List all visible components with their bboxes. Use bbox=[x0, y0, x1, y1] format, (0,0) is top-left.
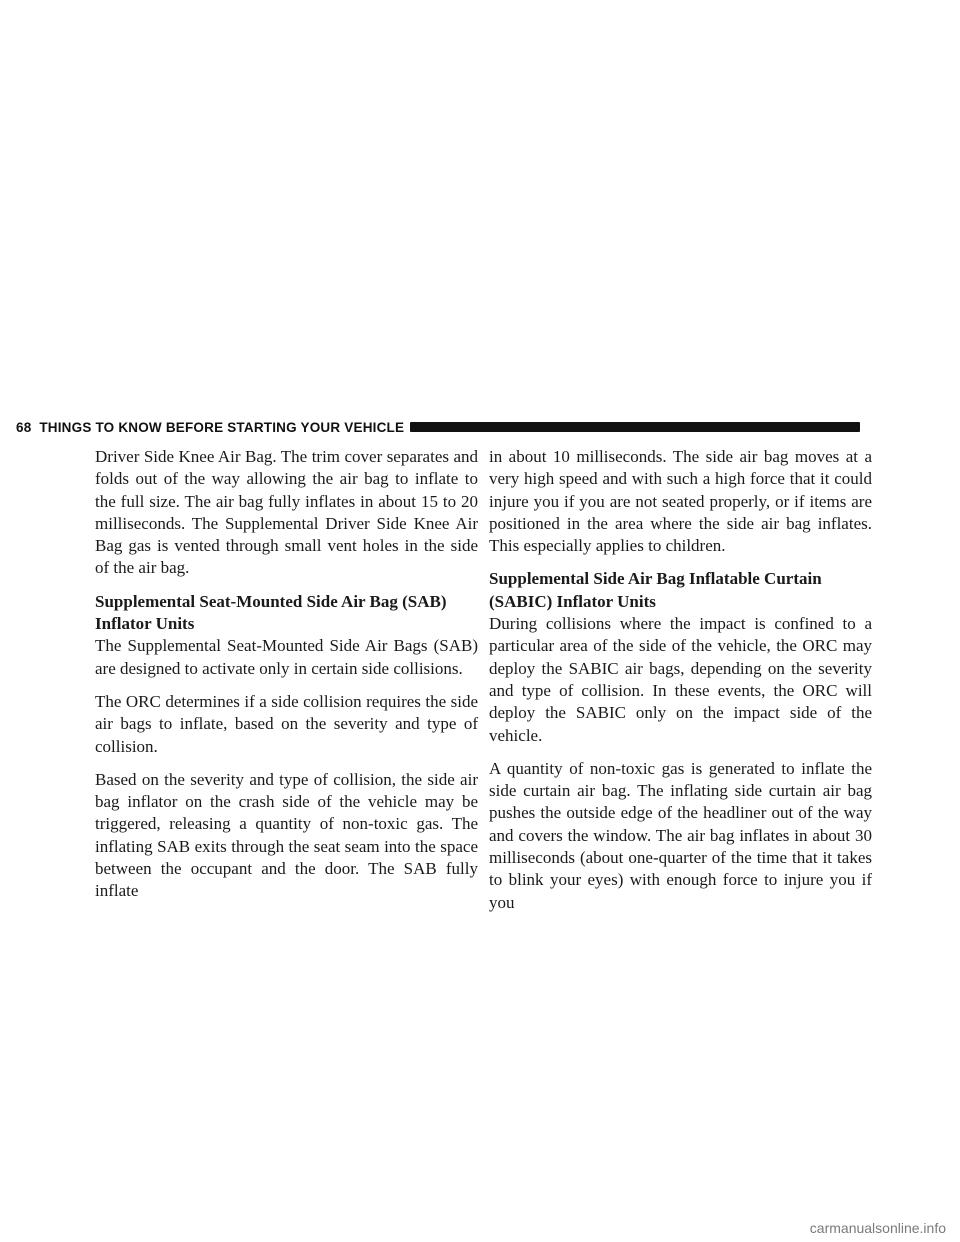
right-paragraph-sab-speed: in about 10 milliseconds. The side air bag moves at a very high speed and with such a high force that it could injure you if you are not seated properly, or if items are positioned in the area where the side air bag inflates. This especially applies to children. bbox=[489, 447, 872, 556]
watermark: carmanualsonline.info bbox=[809, 1220, 946, 1236]
left-paragraph-orc-determines: The ORC determines if a side collision requires the side air bags to inflate, based on the severity and type of collision. bbox=[95, 691, 478, 756]
right-paragraph-sabic-deploy: During collisions where the impact is confined to a particular area of the side of the vehicle, the ORC may deploy the SABIC air bags, depending on the severity and type of collision. In these events, the ORC will deploy the SABIC only on the impact side of the vehicle. bbox=[489, 614, 872, 745]
left-column bbox=[95, 446, 478, 914]
header-text bbox=[16, 420, 404, 435]
left-paragraph-sab-inflation: Based on the severity and type of collision, the side air bag inflator on the crash side of the vehicle may be triggered, releasing a quantity of non-toxic gas. The inflating SAB exits through the seat seam into the space between the occupant and the door. The SAB fully inflate bbox=[95, 769, 478, 901]
header-rule bbox=[410, 422, 860, 432]
heading-sabic-inflator-units: Supplemental Side Air Bag Inflatable Curtain (SABIC) Inflator Units bbox=[489, 569, 822, 611]
left-paragraph-sab-intro: The Supplemental Seat-Mounted Side Air Bags (SAB) are designed to activate only in certain side collisions. bbox=[95, 636, 478, 678]
page-header bbox=[16, 416, 860, 438]
section-title: THINGS TO KNOW BEFORE STARTING YOUR VEHICLE bbox=[39, 419, 405, 435]
right-paragraph-curtain-inflation: A quantity of non-toxic gas is generated to inflate the side curtain air bag. The inflating side curtain air bag pushes the outside edge of the headliner out of the way and covers the window. The air bag inflates in about 30 milliseconds (about one-quarter of the time that it takes to blink your eyes) with enough force to injure you if you bbox=[489, 758, 872, 912]
left-paragraph-knee-airbag: Driver Side Knee Air Bag. The trim cover separates and folds out of the way allowing the air bag to inflate to the full size. The air bag fully inflates in about 15 to 20 milliseconds. The Supplemental Driver Side Knee Air Bag gas is vented through small vent holes in the side of the air bag. bbox=[95, 447, 478, 578]
right-column bbox=[489, 446, 872, 925]
page-number: 68 bbox=[16, 419, 32, 435]
heading-sab-inflator-units: Supplemental Seat-Mounted Side Air Bag (SAB) Inflator Units bbox=[95, 591, 447, 634]
